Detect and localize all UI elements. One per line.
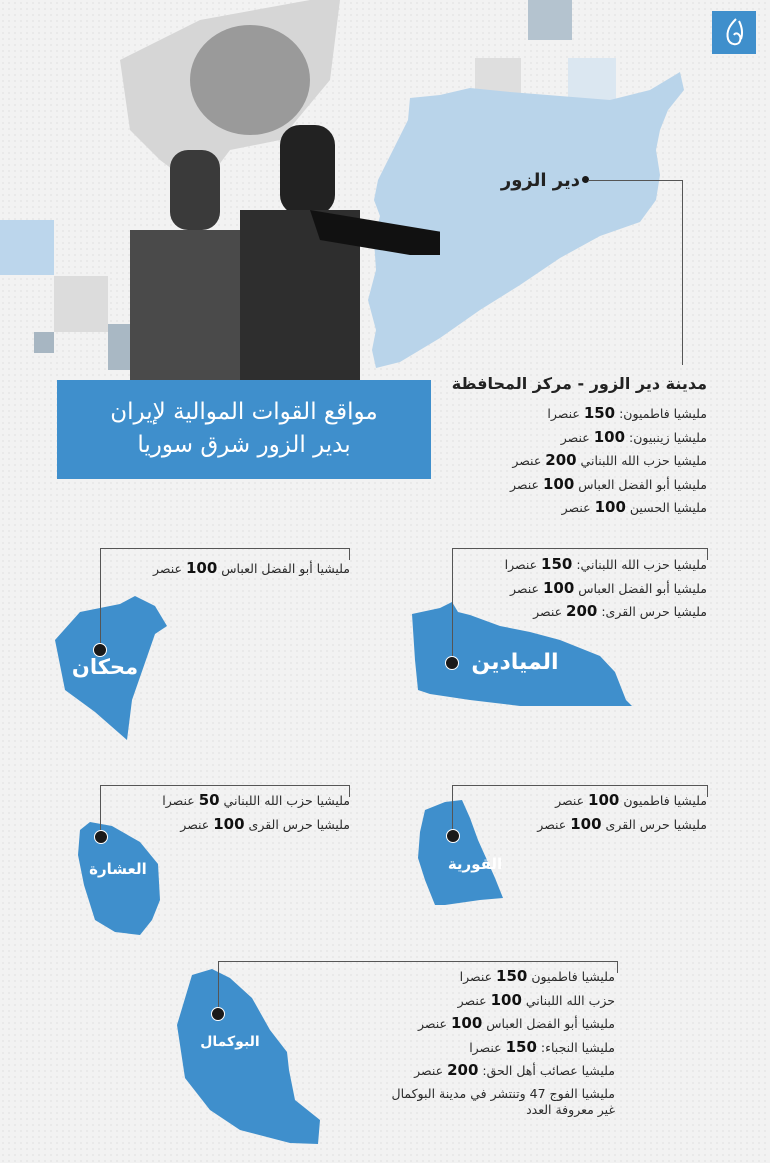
connector-line <box>707 785 708 797</box>
connector-line <box>617 961 618 973</box>
connector-line <box>452 548 708 549</box>
list-item: مليشيا أبو الفضل العباس 100 عنصر <box>153 559 350 577</box>
list-item: مليشيا عصائب أهل الحق: 200 عنصر <box>414 1061 615 1079</box>
location-marker-dot <box>445 656 459 670</box>
region-label-mayadin: الميادين <box>471 650 559 675</box>
list-item: مليشيا حزب الله اللبناني 200 عنصر <box>512 451 707 469</box>
list-item: حزب الله اللبناني 100 عنصر <box>457 990 615 1009</box>
bukamal-militia-list <box>285 965 615 1118</box>
list-item: مليشيا حزب الله اللبناني: 150 عنصرا <box>504 555 707 573</box>
list-item: مليشيا حرس القرى: 200 عنصر <box>533 602 707 620</box>
city-heading: مدينة دير الزور - مركز المحافظة <box>451 374 707 393</box>
connector-line <box>452 785 708 786</box>
list-item: مليشيا الحسين 100 عنصر <box>561 498 707 516</box>
quriya-militia-list <box>447 789 707 836</box>
connector-line <box>218 961 219 1013</box>
ashara-militia-list <box>90 789 350 836</box>
list-item: مليشيا حزب الله اللبناني 50 عنصرا <box>162 791 350 809</box>
region-label-bukamal: البوكمال <box>200 1034 260 1050</box>
title-line-2: بدير الزور شرق سوريا <box>137 432 351 458</box>
connector-line <box>218 961 618 962</box>
list-item: مليشيا فاطميون 150 عنصرا <box>459 967 615 985</box>
location-marker-dot <box>211 1007 225 1021</box>
mahkan-militia-list <box>90 557 350 581</box>
list-item: مليشيا أبو الفضل العباس 100 عنصر <box>510 578 707 597</box>
list-item: مليشيا حرس القرى 100 عنصر <box>537 814 707 833</box>
region-shape-ashara <box>78 822 160 935</box>
region-label-mahkan: محكان <box>71 655 139 679</box>
list-item: مليشيا أبو الفضل العباس 100 عنصر <box>510 474 707 493</box>
region-label-ashara: العشارة <box>89 860 147 878</box>
connector-line <box>100 785 350 786</box>
list-item: مليشيا أبو الفضل العباس 100 عنصر <box>418 1014 615 1032</box>
connector-line <box>100 548 350 549</box>
list-item: مليشيا زينبيون: 100 عنصر <box>560 427 707 446</box>
region-label-quriya: القورية <box>447 855 503 873</box>
list-note: مليشيا الفوج 47 وتنتشر في مدينة البوكمال غير معروفة العدد <box>391 1085 615 1117</box>
list-item: مليشيا فاطميون 100 عنصر <box>555 791 707 809</box>
mayadin-militia-list <box>447 553 707 624</box>
map-label-deir-ezzor: دير الزور <box>500 170 580 191</box>
list-item: مليشيا حرس القرى 100 عنصر <box>180 814 350 833</box>
list-item: مليشيا فاطميون: 150 عنصرا <box>547 404 707 422</box>
connector-line <box>707 548 708 560</box>
list-item: مليشيا النجباء: 150 عنصرا <box>469 1037 615 1056</box>
title-line-1: مواقع القوات الموالية لإيران <box>110 399 378 425</box>
